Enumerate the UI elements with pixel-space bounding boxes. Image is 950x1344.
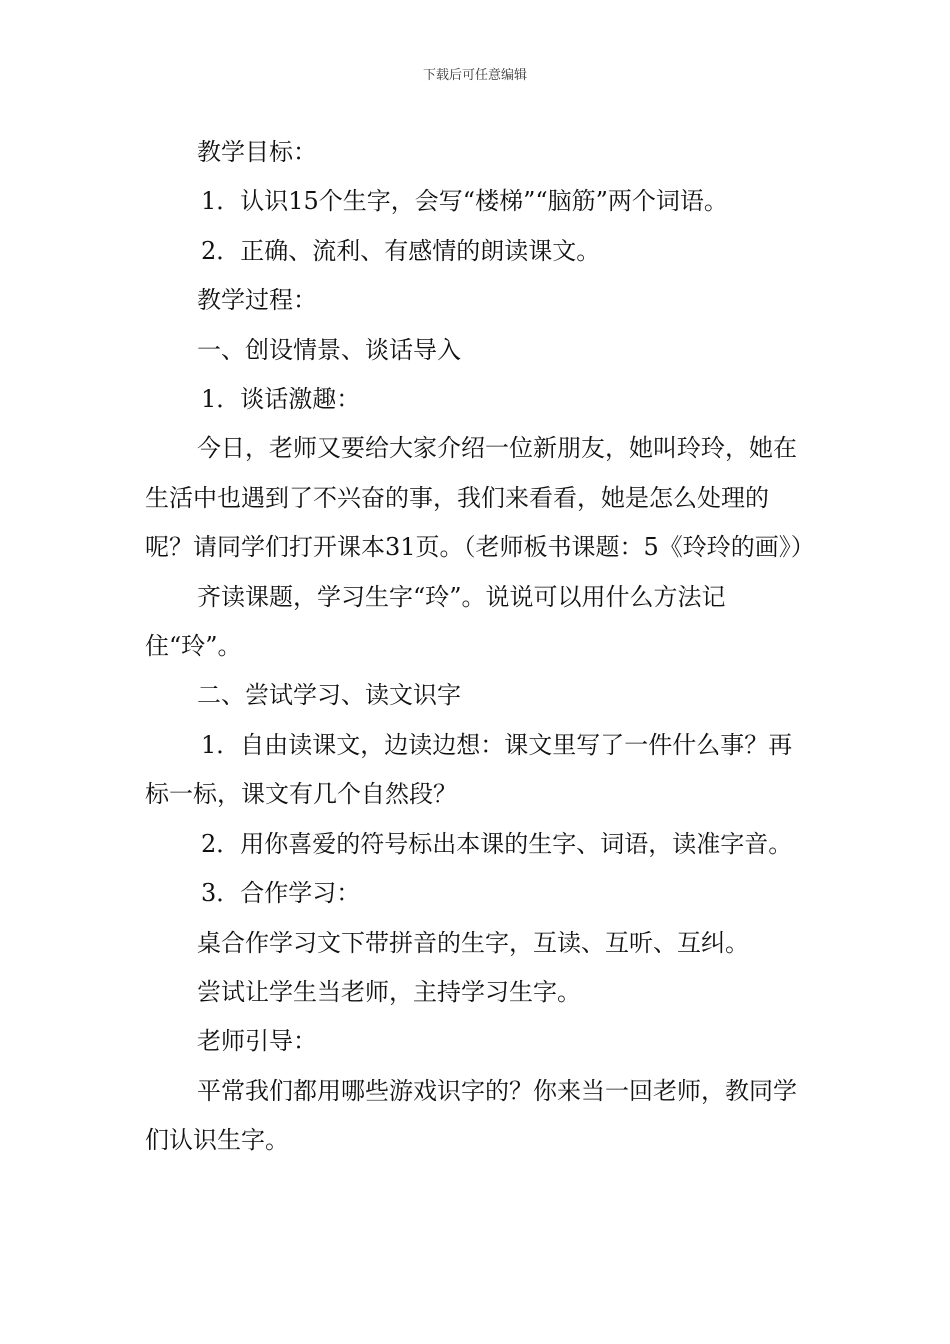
- paragraph-step-free-read: 1．自由读课文，边读边想：课文里写了一件什么事？再标一标，课文有几个自然段？: [145, 730, 793, 809]
- paragraph-goal-1: 1．认识15个生字，会写“楼梯”“脑筋”两个词语。: [201, 187, 728, 216]
- page-header: 下载后可任意编辑: [422, 68, 527, 83]
- paragraph-step-cooperate: 3．合作学习：: [201, 879, 361, 908]
- paragraph-games-question: 平常我们都用哪些游戏识字的？你来当一回老师，教同学们认识生字。: [145, 1076, 797, 1155]
- paragraph-section-one: 一、创设情景、谈话导入: [197, 335, 461, 364]
- paragraph-section-two: 二、尝试学习、读文识字: [197, 681, 461, 710]
- paragraph-process-heading: 教学过程：: [197, 286, 317, 315]
- paragraph-step-talk: 1．谈话激趣：: [201, 385, 361, 414]
- paragraph-intro-text: 今日，老师又要给大家介绍一位新朋友，她叫玲玲，她在生活中也遇到了不兴奋的事，我们来看看，她是怎么处理的呢？请同学们打开课本31页。（老师板书课题：5《玲玲的画》）: [145, 434, 815, 562]
- paragraph-step-mark: 2．用你喜爱的符号标出本课的生字、词语，读准字音。: [201, 829, 793, 858]
- paragraph-read-title: 齐读课题，学习生字“玲”。说说可以用什么方法记住“玲”。: [145, 582, 726, 661]
- paragraph-teaching-goals-heading: 教学目标：: [197, 138, 317, 166]
- document-body: [145, 128, 813, 1166]
- paragraph-desk-cooperation: 桌合作学习文下带拼音的生字，互读、互听、互纠。: [197, 928, 749, 957]
- paragraph-teacher-guide: 老师引导：: [197, 1027, 317, 1056]
- paragraph-student-teacher: 尝试让学生当老师，主持学习生字。: [197, 977, 581, 1006]
- paragraph-goal-2: 2．正确、流利、有感情的朗读课文。: [201, 236, 601, 265]
